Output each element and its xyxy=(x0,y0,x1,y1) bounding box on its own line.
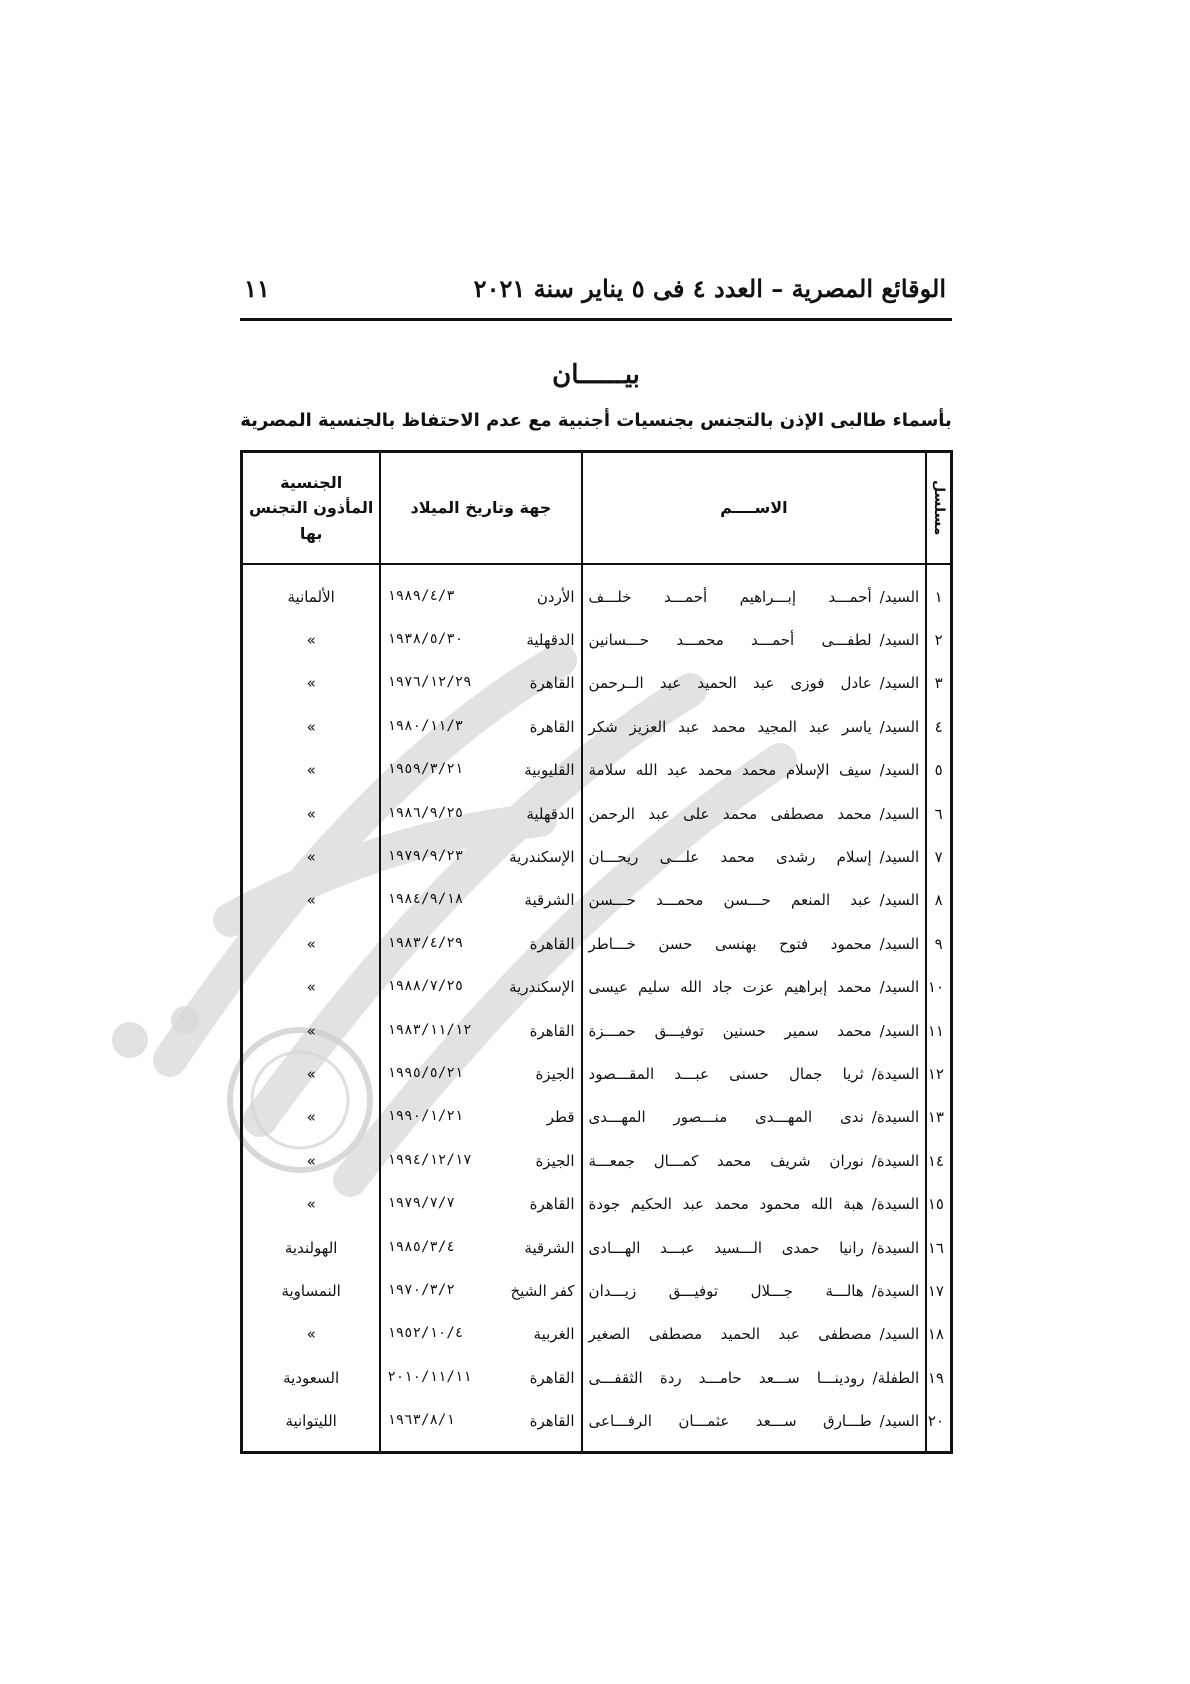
person-name: عبد المنعم حـــسن محمـــد حـــسن xyxy=(588,891,872,910)
birth-date: ١٩٧٩/٧/٧ xyxy=(387,1195,455,1212)
serial-number: ١٧ xyxy=(927,1281,944,1300)
gazette-issue-title: الوقائع المصرية – العدد ٤ فى ٥ يناير سنة ٢٠٢١ xyxy=(473,274,946,303)
name-column-header: الاســــم xyxy=(582,452,927,565)
serial-cell xyxy=(926,1096,951,1139)
serial-number: ١٥ xyxy=(927,1195,944,1214)
serial-cell xyxy=(926,1182,951,1225)
serial-number: ٢ xyxy=(934,631,943,650)
birth-place: القاهرة xyxy=(529,1368,575,1387)
permitted-nationality: » xyxy=(306,761,316,780)
honorific-prefix: السيد/ xyxy=(879,934,920,953)
permitted-nationality: الهولندية xyxy=(284,1238,338,1257)
serial-number: ١٢ xyxy=(927,1064,944,1083)
name-cell xyxy=(582,879,927,922)
serial-cell xyxy=(926,1009,951,1052)
birth-date: ١٩٨٦/٩/٢٥ xyxy=(387,804,464,821)
serial-number: ١٩ xyxy=(927,1368,944,1387)
serial-cell xyxy=(926,1052,951,1095)
birth-place: القاهرة xyxy=(529,674,575,693)
table-row xyxy=(242,879,952,922)
person-name: ياسر عبد المجيد محمد عبد العزيز شكر xyxy=(588,717,872,736)
birth-date: ١٩٨٨/٧/٢٥ xyxy=(387,978,464,995)
person-name: محمد إبراهيم عزت جاد الله سليم عيسى xyxy=(588,978,872,997)
page-number: ١١ xyxy=(244,274,270,303)
birth-place-date-cell xyxy=(380,1009,581,1052)
nationality-cell xyxy=(242,879,381,922)
nationality-cell xyxy=(242,1182,381,1225)
birth-place: الغربية xyxy=(533,1325,575,1344)
serial-cell xyxy=(926,966,951,1009)
table-row xyxy=(242,705,952,748)
honorific-prefix: السيد/ xyxy=(879,1021,920,1040)
birth-place-date-cell xyxy=(380,662,581,705)
permitted-nationality: الليتوانية xyxy=(285,1412,337,1431)
name-cell xyxy=(582,1313,927,1356)
table-row xyxy=(242,618,952,661)
serial-cell xyxy=(926,1313,951,1356)
person-name: أحمـــد إبـــراهيم أحمـــد خلـــف xyxy=(588,587,872,606)
birth-place: الشرقية xyxy=(524,1238,575,1257)
permitted-nationality: » xyxy=(306,978,316,997)
nationality-cell xyxy=(242,1313,381,1356)
person-name: طـــارق ســـعد عثمـــان الرفـــاعى xyxy=(588,1412,872,1431)
birth-place: الشرقية xyxy=(524,891,575,910)
table-header-row xyxy=(242,452,952,565)
honorific-prefix: السيدة/ xyxy=(871,1064,920,1083)
serial-number: ١ xyxy=(934,587,943,606)
table-row xyxy=(242,1269,952,1312)
birth-place: القاهرة xyxy=(529,1412,575,1431)
honorific-prefix: السيدة/ xyxy=(871,1108,920,1127)
serial-cell xyxy=(926,564,951,618)
birth-place-date-cell xyxy=(380,835,581,878)
page-header xyxy=(240,270,952,321)
birth-place-date-cell xyxy=(380,879,581,922)
nationality-cell xyxy=(242,1139,381,1182)
birth-date: ١٩٨٩/٤/٣ xyxy=(387,587,455,604)
birth-date: ١٩٣٨/٥/٣٠ xyxy=(387,631,464,648)
person-name: محمد سمير حسنين توفيـــق حمـــزة xyxy=(588,1021,872,1040)
honorific-prefix: السيد/ xyxy=(879,674,920,693)
birth-place: الإسكندرية xyxy=(509,848,575,867)
nationality-column-header: الجنسية المأذون التجنس بها xyxy=(242,452,381,565)
birth-place-date-cell xyxy=(380,749,581,792)
serial-number: ١٨ xyxy=(927,1325,944,1344)
birth-place-date-cell xyxy=(380,922,581,965)
birth-place-date-column-header: جهة وتاريخ الميلاد xyxy=(380,452,581,565)
serial-cell xyxy=(926,749,951,792)
nationality-cell xyxy=(242,966,381,1009)
honorific-prefix: السيد/ xyxy=(879,848,920,867)
honorific-prefix: السيدة/ xyxy=(871,1281,920,1300)
nationality-cell xyxy=(242,705,381,748)
birth-date: ١٩٥٢/١٠/٤ xyxy=(387,1325,464,1342)
honorific-prefix: السيدة/ xyxy=(871,1195,920,1214)
birth-date: ١٩٧٠/٣/٢ xyxy=(387,1281,455,1298)
name-cell xyxy=(582,1096,927,1139)
name-cell xyxy=(582,1139,927,1182)
birth-place: القليوبية xyxy=(524,761,575,780)
name-cell xyxy=(582,1052,927,1095)
table-row xyxy=(242,1313,952,1356)
permitted-nationality: » xyxy=(306,674,316,693)
table-row xyxy=(242,1356,952,1399)
birth-place-date-cell xyxy=(380,1356,581,1399)
birth-place: الجيزة xyxy=(535,1151,575,1170)
birth-place: الدقهلية xyxy=(526,631,575,650)
permitted-nationality: » xyxy=(306,631,316,650)
honorific-prefix: السيد/ xyxy=(879,1325,920,1344)
serial-number: ٨ xyxy=(934,891,943,910)
birth-date: ١٩٥٩/٣/٢١ xyxy=(387,761,464,778)
birth-place-date-cell xyxy=(380,705,581,748)
birth-date: ١٩٨٥/٣/٤ xyxy=(387,1238,455,1255)
birth-date: ١٩٩٤/١٢/١٧ xyxy=(387,1151,472,1168)
table-row xyxy=(242,1182,952,1225)
permitted-nationality: » xyxy=(306,1021,316,1040)
nationality-cell xyxy=(242,1399,381,1452)
serial-number: ٩ xyxy=(934,934,943,953)
serial-number: ٧ xyxy=(934,848,943,867)
table-row xyxy=(242,1052,952,1095)
person-name: عادل فوزى عبد الحميد عبد الــرحمن xyxy=(588,674,872,693)
birth-place-date-cell xyxy=(380,1399,581,1452)
nationality-cell xyxy=(242,1096,381,1139)
birth-date: ١٩٩٠/١/٢١ xyxy=(387,1108,464,1125)
nationality-cell xyxy=(242,618,381,661)
permitted-nationality: » xyxy=(306,804,316,823)
table-row xyxy=(242,749,952,792)
honorific-prefix: السيد/ xyxy=(879,631,920,650)
permitted-nationality: النمساوية xyxy=(281,1281,341,1300)
birth-place-date-cell xyxy=(380,1096,581,1139)
table-row xyxy=(242,564,952,618)
nationality-cell xyxy=(242,564,381,618)
serial-number: ١٦ xyxy=(927,1238,944,1257)
person-name: رودينـــا ســـعد حامـــد ردة الثقفـــى xyxy=(588,1368,865,1387)
serial-column-header: مسلسل xyxy=(926,452,951,565)
table-row xyxy=(242,1226,952,1269)
honorific-prefix: السيد/ xyxy=(879,1412,920,1431)
name-cell xyxy=(582,966,927,1009)
permitted-nationality: » xyxy=(306,934,316,953)
person-name: رانيا حمدى الـــسيد عبـــد الهـــادى xyxy=(588,1238,864,1257)
person-name: سيف الإسلام محمد محمد عبد الله سلامة xyxy=(588,761,872,780)
name-cell xyxy=(582,922,927,965)
person-name: هبة الله محمود محمد عبد الحكيم جودة xyxy=(588,1195,864,1214)
name-cell xyxy=(582,1269,927,1312)
document-title: بيــــــان xyxy=(552,360,640,390)
birth-place: القاهرة xyxy=(529,717,575,736)
name-cell xyxy=(582,1399,927,1452)
permitted-nationality: » xyxy=(306,848,316,867)
serial-cell xyxy=(926,662,951,705)
serial-cell xyxy=(926,1356,951,1399)
permitted-nationality: » xyxy=(306,1064,316,1083)
serial-cell xyxy=(926,1399,951,1452)
name-cell xyxy=(582,662,927,705)
birth-place: القاهرة xyxy=(529,1195,575,1214)
name-cell xyxy=(582,1182,927,1225)
name-cell xyxy=(582,1226,927,1269)
serial-cell xyxy=(926,618,951,661)
name-cell xyxy=(582,618,927,661)
person-name: محمود فتوح بهنسى حسن خـــاطر xyxy=(588,934,872,953)
serial-number: ٥ xyxy=(934,761,943,780)
permitted-nationality: السعودية xyxy=(283,1368,340,1387)
person-name: نوران شريف محمد كمـــال جمعـــة xyxy=(588,1151,864,1170)
birth-place-date-cell xyxy=(380,1139,581,1182)
name-cell xyxy=(582,1009,927,1052)
permitted-nationality: » xyxy=(306,1151,316,1170)
birth-place: قطر xyxy=(546,1108,575,1127)
permitted-nationality: الألمانية xyxy=(287,587,335,606)
permitted-nationality: » xyxy=(306,1195,316,1214)
serial-cell xyxy=(926,1269,951,1312)
nationality-cell xyxy=(242,1269,381,1312)
birth-place: الأردن xyxy=(536,587,575,606)
honorific-prefix: السيد/ xyxy=(879,717,920,736)
person-name: هالـــة جـــلال توفيـــق زيـــدان xyxy=(588,1281,864,1300)
birth-place: القاهرة xyxy=(529,1021,575,1040)
birth-place: الدقهلية xyxy=(526,804,575,823)
birth-place-date-cell xyxy=(380,564,581,618)
honorific-prefix: الطفلة/ xyxy=(872,1368,920,1387)
serial-number: ١٠ xyxy=(927,978,944,997)
birth-date: ١٩٨٣/١١/١٢ xyxy=(387,1021,472,1038)
permitted-nationality: » xyxy=(306,1108,316,1127)
table-row xyxy=(242,1009,952,1052)
permitted-nationality: » xyxy=(306,717,316,736)
name-cell xyxy=(582,792,927,835)
permitted-nationality: » xyxy=(306,891,316,910)
birth-place: كفر الشيخ xyxy=(510,1281,575,1300)
honorific-prefix: السيدة/ xyxy=(871,1151,920,1170)
table-row xyxy=(242,966,952,1009)
serial-cell xyxy=(926,922,951,965)
birth-place-date-cell xyxy=(380,1269,581,1312)
honorific-prefix: السيد/ xyxy=(879,891,920,910)
serial-number: ٤ xyxy=(934,717,943,736)
nationality-cell xyxy=(242,1356,381,1399)
person-name: مصطفى عبد الحميد مصطفى الصغير xyxy=(588,1325,872,1344)
name-cell xyxy=(582,835,927,878)
name-cell xyxy=(582,564,927,618)
table-row xyxy=(242,1399,952,1452)
nationality-cell xyxy=(242,922,381,965)
person-name: ثريا جمال حسنى عبـــد المقـــصود xyxy=(588,1064,864,1083)
table-row xyxy=(242,1096,952,1139)
naturalization-table xyxy=(240,450,953,1454)
table-row xyxy=(242,922,952,965)
name-cell xyxy=(582,705,927,748)
person-name: ندى المهـــدى منـــصور المهـــدى xyxy=(588,1108,864,1127)
honorific-prefix: السيد/ xyxy=(879,978,920,997)
serial-number: ١١ xyxy=(927,1021,944,1040)
birth-place: الإسكندرية xyxy=(509,978,575,997)
birth-place-date-cell xyxy=(380,1226,581,1269)
nationality-cell xyxy=(242,1052,381,1095)
birth-date: ٢٠١٠/١١/١١ xyxy=(387,1368,472,1385)
birth-place: الجيزة xyxy=(535,1064,575,1083)
serial-number: ٣ xyxy=(934,674,943,693)
birth-place: القاهرة xyxy=(529,934,575,953)
serial-cell xyxy=(926,879,951,922)
birth-date: ١٩٦٣/٨/١ xyxy=(387,1412,455,1429)
honorific-prefix: السيد/ xyxy=(879,804,920,823)
honorific-prefix: السيدة/ xyxy=(871,1238,920,1257)
document-subtitle: بأسماء طالبى الإذن بالتجنس بجنسيات أجنبية مع عدم الاحتفاظ بالجنسية المصرية xyxy=(240,410,952,431)
birth-place-date-cell xyxy=(380,1313,581,1356)
table-row xyxy=(242,662,952,705)
serial-cell xyxy=(926,792,951,835)
nationality-cell xyxy=(242,835,381,878)
table-row xyxy=(242,1139,952,1182)
serial-number: ٦ xyxy=(934,804,943,823)
serial-number: ١٤ xyxy=(927,1151,944,1170)
table-row xyxy=(242,835,952,878)
table-row xyxy=(242,792,952,835)
serial-cell xyxy=(926,1139,951,1182)
birth-date: ١٩٩٥/٥/٢١ xyxy=(387,1064,464,1081)
birth-date: ١٩٧٦/١٢/٢٩ xyxy=(387,674,472,691)
serial-cell xyxy=(926,835,951,878)
name-cell xyxy=(582,1356,927,1399)
honorific-prefix: السيد/ xyxy=(879,587,920,606)
nationality-cell xyxy=(242,792,381,835)
serial-cell xyxy=(926,1226,951,1269)
nationality-cell xyxy=(242,1009,381,1052)
birth-place-date-cell xyxy=(380,792,581,835)
person-name: لطفـــى أحمـــد محمـــد حـــسانين xyxy=(588,631,872,650)
birth-date: ١٩٨٤/٩/١٨ xyxy=(387,891,464,908)
serial-number: ٢٠ xyxy=(927,1412,944,1431)
nationality-cell xyxy=(242,749,381,792)
permitted-nationality: » xyxy=(306,1325,316,1344)
birth-date: ١٩٧٩/٩/٢٣ xyxy=(387,848,464,865)
birth-place-date-cell xyxy=(380,966,581,1009)
honorific-prefix: السيد/ xyxy=(879,761,920,780)
nationality-cell xyxy=(242,662,381,705)
birth-date: ١٩٨٠/١١/٣ xyxy=(387,717,464,734)
birth-place-date-cell xyxy=(380,1182,581,1225)
birth-place-date-cell xyxy=(380,1052,581,1095)
birth-place-date-cell xyxy=(380,618,581,661)
name-cell xyxy=(582,749,927,792)
person-name: إسلام رشدى محمد علـــى ريحـــان xyxy=(588,848,872,867)
nationality-cell xyxy=(242,1226,381,1269)
person-name: محمد مصطفى محمد على عبد الرحمن xyxy=(588,804,872,823)
serial-cell xyxy=(926,705,951,748)
serial-number: ١٣ xyxy=(927,1108,944,1127)
birth-date: ١٩٨٣/٤/٢٩ xyxy=(387,934,464,951)
